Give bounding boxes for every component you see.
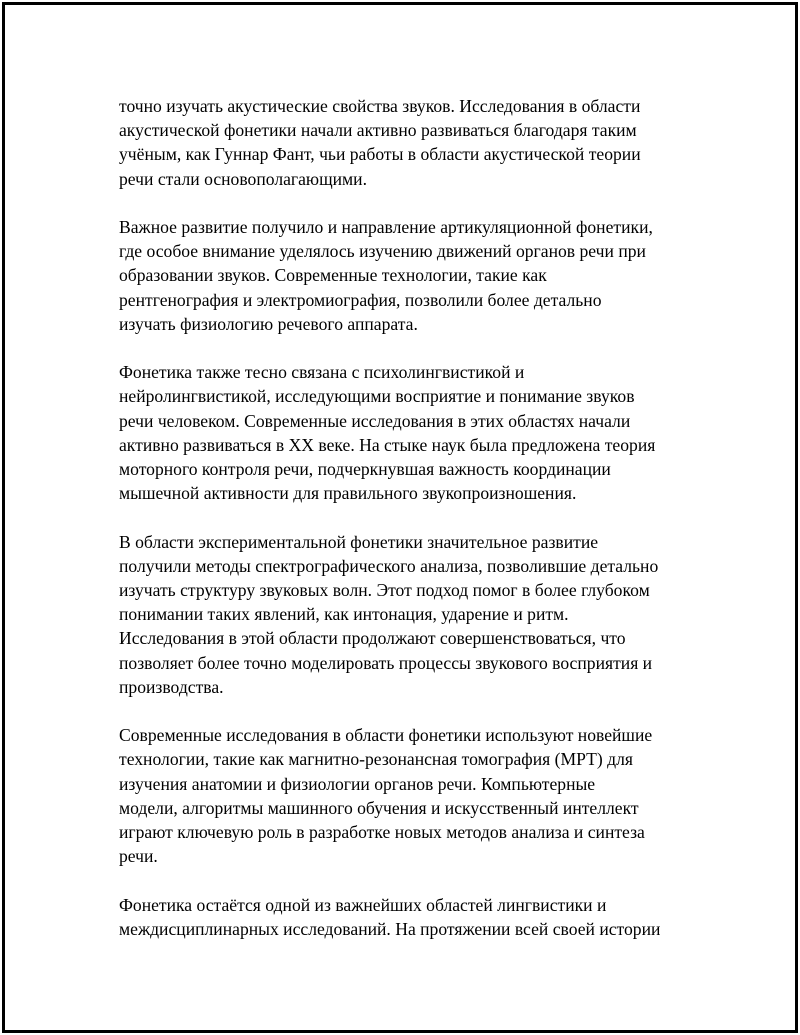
text-line: производства. <box>119 676 224 697</box>
text-line: Исследования в этой области продолжают совершенствоваться, что <box>119 628 626 649</box>
text-line: моторного контроля речи, подчеркнувшая важность координации <box>119 459 611 480</box>
text-line: Фонетика остаётся одной из важнейших областей лингвистики и <box>119 894 607 915</box>
text-line: рентгенография и электромиография, позволили более детально <box>119 289 602 310</box>
text-line: изучать структуру звуковых волн. Этот подход помог в более глубоком <box>119 580 650 601</box>
text-line: активно развиваться в XX веке. На стыке наук была предложена теория <box>119 434 656 455</box>
text-line: речи человеком. Современные исследования в этих областях начали <box>119 410 631 431</box>
text-line: образовании звуков. Современные технологии, такие как <box>119 265 547 286</box>
text-line: Фонетика также тесно связана с психолингвистикой и <box>119 362 525 383</box>
text-line: изучения анатомии и физиологии органов речи. Компьютерные <box>119 773 596 794</box>
text-line: Важное развитие получило и направление артикуляционной фонетики, <box>119 217 653 237</box>
text-line: модели, алгоритмы машинного обучения и искусственный интеллект <box>119 797 639 818</box>
text-line: мышечной активности для правильного звукопроизношения. <box>119 483 577 504</box>
paragraph-6 <box>119 893 719 941</box>
paragraph-3 <box>119 360 719 505</box>
paragraph-5 <box>119 723 719 868</box>
text-line: технологии, такие как магнитно-резонансная томография (МРТ) для <box>119 749 633 770</box>
text-line: Современные исследования в области фонетики используют новейшие <box>119 725 653 746</box>
paragraph-1 <box>119 94 719 191</box>
text-line: точно изучать акустические свойства звуков. Исследования в области <box>119 96 641 116</box>
paragraph-2 <box>119 215 719 336</box>
text-line: где особое внимание уделялось изучению движений органов речи при <box>119 241 646 262</box>
text-line: изучать физиологию речевого аппарата. <box>119 313 418 334</box>
paragraph-4 <box>119 530 719 699</box>
text-line: нейролингвистикой, исследующими восприятие и понимание звуков <box>119 386 635 407</box>
text-line: акустической фонетики начали активно развиваться благодаря таким <box>119 120 637 141</box>
text-line: позволяет более точно моделировать процессы звукового восприятия и <box>119 652 653 673</box>
text-line: В области экспериментальной фонетики значительное развитие <box>119 531 599 552</box>
text-line: междисциплинарных исследований. На протяжении всей своей истории <box>119 918 661 939</box>
text-line: речи стали основополагающими. <box>119 168 367 189</box>
text-line: понимании таких явлений, как интонация, ударение и ритм. <box>119 604 569 625</box>
text-line: учёным, как Гуннар Фант, чьи работы в области акустической теории <box>119 144 641 165</box>
document-body <box>119 94 719 965</box>
text-line: речи. <box>119 846 158 867</box>
text-line: играют ключевую роль в разработке новых методов анализа и синтеза <box>119 822 645 843</box>
text-line: получили методы спектрографического анализа, позволившие детально <box>119 555 659 576</box>
